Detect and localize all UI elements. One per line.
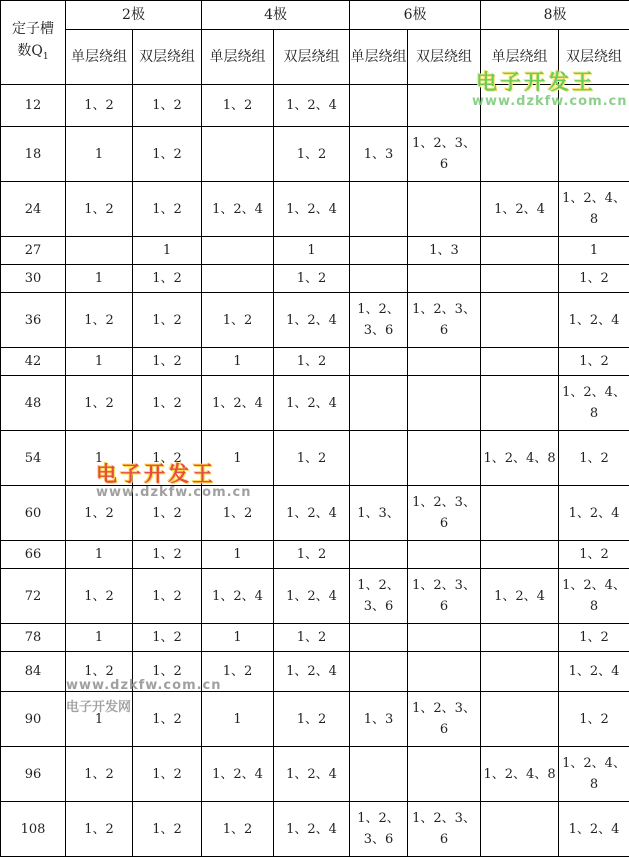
factor-cell xyxy=(202,237,274,265)
winding-type-header: 双层绕组 xyxy=(559,30,629,85)
factor-cell: 1、2、4 xyxy=(202,747,274,802)
table-row xyxy=(1,569,629,624)
factor-cell: 1、2 xyxy=(559,541,629,569)
factor-cell: 1、2 xyxy=(133,182,202,237)
factor-cell xyxy=(481,237,559,265)
table-row xyxy=(1,237,629,265)
table-row xyxy=(1,802,629,857)
table-row xyxy=(1,265,629,293)
factor-cell: 1、2 xyxy=(66,376,133,431)
header-row-winding-types xyxy=(1,30,629,85)
factor-cell: 1、2 xyxy=(66,182,133,237)
factor-cell: 1、2 xyxy=(274,624,350,652)
factor-cell: 1、2 xyxy=(202,85,274,127)
winding-type-header: 双层绕组 xyxy=(274,30,350,85)
factor-cell: 1、2、3、6 xyxy=(408,802,481,857)
slot-count-cell: 18 xyxy=(1,127,66,182)
pole-8-header: 8极 xyxy=(481,1,629,30)
factor-cell xyxy=(408,431,481,486)
factor-cell: 1、2 xyxy=(274,265,350,293)
table-row xyxy=(1,652,629,692)
factor-cell: 1、2、4 xyxy=(274,293,350,348)
factor-cell: 1、2、3、6 xyxy=(350,802,408,857)
table-row xyxy=(1,541,629,569)
factor-cell: 1 xyxy=(66,265,133,293)
factor-cell xyxy=(350,265,408,293)
slot-count-header-subscript: 1 xyxy=(42,51,49,62)
factor-cell: 1、2、4 xyxy=(481,569,559,624)
slot-count-cell: 66 xyxy=(1,541,66,569)
winding-type-header: 单层绕组 xyxy=(202,30,274,85)
factor-cell: 1 xyxy=(202,624,274,652)
factor-cell: 1、2、4 xyxy=(274,652,350,692)
table-row xyxy=(1,486,629,541)
factor-cell xyxy=(481,348,559,376)
factor-cell xyxy=(350,237,408,265)
factor-cell xyxy=(481,486,559,541)
factor-cell: 1、2、3、6 xyxy=(408,569,481,624)
factor-cell: 1 xyxy=(559,237,629,265)
factor-cell: 1 xyxy=(66,692,133,747)
winding-type-header: 单层绕组 xyxy=(350,30,408,85)
slot-count-header-line1: 定子槽 xyxy=(12,20,54,37)
factor-cell: 1、2、4 xyxy=(274,376,350,431)
factor-cell: 1 xyxy=(202,541,274,569)
factor-cell xyxy=(481,293,559,348)
factor-cell: 1、2 xyxy=(133,541,202,569)
factor-cell xyxy=(408,747,481,802)
factor-cell: 1、2 xyxy=(133,486,202,541)
slot-count-cell: 72 xyxy=(1,569,66,624)
factor-cell: 1、2 xyxy=(133,431,202,486)
factor-cell: 1 xyxy=(66,624,133,652)
factor-cell xyxy=(350,348,408,376)
factor-cell: 1、2 xyxy=(202,293,274,348)
factor-cell: 1、2 xyxy=(202,802,274,857)
factor-cell: 1、2、4 xyxy=(202,569,274,624)
winding-type-header: 单层绕组 xyxy=(66,30,133,85)
factor-cell: 1、2 xyxy=(133,376,202,431)
factor-cell: 1、3、 xyxy=(350,486,408,541)
factor-cell: 1、2 xyxy=(66,802,133,857)
factor-cell xyxy=(350,624,408,652)
factor-cell xyxy=(350,747,408,802)
factor-cell xyxy=(202,127,274,182)
factor-cell xyxy=(350,652,408,692)
slot-count-cell: 96 xyxy=(1,747,66,802)
factor-cell: 1、2、3、6 xyxy=(408,293,481,348)
pole-6-header: 6极 xyxy=(350,1,481,30)
factor-cell: 1 xyxy=(133,237,202,265)
factor-cell: 1、2 xyxy=(274,348,350,376)
factor-cell: 1 xyxy=(274,237,350,265)
factor-cell: 1、2、3、6 xyxy=(350,293,408,348)
factor-cell: 1、2、4 xyxy=(559,802,629,857)
factor-cell: 1、2 xyxy=(559,692,629,747)
factor-cell: 1、2 xyxy=(202,652,274,692)
factor-cell: 1、2、4、8 xyxy=(559,569,629,624)
factor-cell xyxy=(481,541,559,569)
table-row xyxy=(1,127,629,182)
pole-4-header: 4极 xyxy=(202,1,350,30)
factor-cell xyxy=(481,265,559,293)
factor-cell: 1、2 xyxy=(559,348,629,376)
factor-cell: 1、2、4 xyxy=(274,486,350,541)
factor-cell: 1、2、3、6 xyxy=(408,486,481,541)
factor-cell: 1 xyxy=(202,431,274,486)
watermark-url-top: www.dzkfw.com.cn xyxy=(472,94,628,109)
factor-cell xyxy=(559,127,629,182)
slot-count-cell: 30 xyxy=(1,265,66,293)
factor-cell: 1、2 xyxy=(133,624,202,652)
slot-count-header xyxy=(1,1,66,85)
factor-cell xyxy=(481,624,559,652)
factor-cell: 1、3 xyxy=(350,127,408,182)
factor-cell xyxy=(202,265,274,293)
watermark-logo-top: 电子开发王 xyxy=(476,70,596,94)
factor-cell: 1、2、4、8 xyxy=(559,376,629,431)
factor-cell xyxy=(481,802,559,857)
watermark-url-bottom: www.dzkfw.com.cn xyxy=(66,678,222,693)
header-row-poles xyxy=(1,1,629,30)
factor-cell xyxy=(408,624,481,652)
factor-cell: 1、2 xyxy=(133,348,202,376)
factor-cell xyxy=(350,182,408,237)
factor-cell: 1、2 xyxy=(559,624,629,652)
factor-cell: 1、2、4 xyxy=(559,652,629,692)
factor-cell: 1、2、3、6 xyxy=(350,569,408,624)
factor-cell: 1、2 xyxy=(274,541,350,569)
factor-cell: 1、2 xyxy=(559,265,629,293)
slot-count-cell: 54 xyxy=(1,431,66,486)
factor-cell: 1、2、4 xyxy=(274,747,350,802)
table-row xyxy=(1,182,629,237)
watermark-url-middle: www.dzkfw.com.cn xyxy=(96,485,252,500)
winding-type-header: 双层绕组 xyxy=(408,30,481,85)
table-row xyxy=(1,376,629,431)
factor-cell: 1、2 xyxy=(133,127,202,182)
factor-cell: 1、2 xyxy=(202,486,274,541)
slot-count-header-line2: 数Q xyxy=(17,42,43,59)
factor-cell: 1 xyxy=(66,348,133,376)
factor-cell: 1、2 xyxy=(66,85,133,127)
factor-cell xyxy=(350,431,408,486)
factor-cell xyxy=(408,541,481,569)
factor-cell xyxy=(559,85,629,127)
factor-cell: 1、2、4、8 xyxy=(481,747,559,802)
factor-cell xyxy=(408,85,481,127)
factor-cell: 1、2、4 xyxy=(274,569,350,624)
slot-count-cell: 27 xyxy=(1,237,66,265)
factor-cell: 1、2 xyxy=(133,85,202,127)
winding-type-header: 单层绕组 xyxy=(481,30,559,85)
factor-cell: 1 xyxy=(66,127,133,182)
factor-cell: 1、2、4 xyxy=(274,85,350,127)
slot-count-cell: 108 xyxy=(1,802,66,857)
slot-count-cell: 90 xyxy=(1,692,66,747)
watermark-logo-middle: 电子开发王 xyxy=(96,462,216,486)
factor-cell: 1、2、4、8 xyxy=(559,182,629,237)
slot-count-cell: 36 xyxy=(1,293,66,348)
table-row xyxy=(1,348,629,376)
table-row xyxy=(1,747,629,802)
factor-cell: 1、2 xyxy=(133,265,202,293)
factor-cell xyxy=(481,127,559,182)
factor-cell: 1、2 xyxy=(133,747,202,802)
factor-cell: 1、2、4 xyxy=(481,182,559,237)
slot-count-cell: 48 xyxy=(1,376,66,431)
slot-count-cell: 60 xyxy=(1,486,66,541)
pole-2-header: 2极 xyxy=(66,1,202,30)
slot-count-cell: 78 xyxy=(1,624,66,652)
factor-cell xyxy=(408,265,481,293)
factor-cell: 1、2、4 xyxy=(274,802,350,857)
factor-cell: 1 xyxy=(66,541,133,569)
slot-count-cell: 84 xyxy=(1,652,66,692)
factor-cell: 1、2 xyxy=(133,652,202,692)
factor-cell xyxy=(408,376,481,431)
factor-cell xyxy=(481,692,559,747)
factor-cell: 1、2 xyxy=(66,293,133,348)
factor-cell: 1 xyxy=(202,692,274,747)
factor-cell: 1、2、4 xyxy=(202,182,274,237)
factor-cell: 1、2 xyxy=(559,431,629,486)
factor-cell xyxy=(350,376,408,431)
slot-count-cell: 42 xyxy=(1,348,66,376)
factor-cell: 1、2 xyxy=(66,747,133,802)
factor-cell: 1、2 xyxy=(274,431,350,486)
factor-cell: 1、2、3、6 xyxy=(408,692,481,747)
factor-cell: 1、2 xyxy=(133,293,202,348)
factor-cell xyxy=(350,85,408,127)
factor-cell: 1、2、4、8 xyxy=(481,431,559,486)
slot-count-cell: 12 xyxy=(1,85,66,127)
table-row xyxy=(1,293,629,348)
factor-cell xyxy=(481,652,559,692)
factor-cell: 1、2、4 xyxy=(274,182,350,237)
factor-cell: 1、2、4、8 xyxy=(559,747,629,802)
factor-cell: 1、2 xyxy=(133,802,202,857)
factor-cell: 1、2 xyxy=(66,569,133,624)
table-row xyxy=(1,692,629,747)
factor-cell xyxy=(481,85,559,127)
slot-count-cell: 24 xyxy=(1,182,66,237)
winding-type-header: 双层绕组 xyxy=(133,30,202,85)
factor-cell: 1、2 xyxy=(274,127,350,182)
factor-cell: 1、2 xyxy=(133,692,202,747)
factor-cell xyxy=(408,348,481,376)
factor-cell: 1、2、4 xyxy=(559,293,629,348)
factor-cell: 1、2 xyxy=(274,692,350,747)
factor-cell xyxy=(408,652,481,692)
factor-cell xyxy=(350,541,408,569)
factor-cell: 1、2 xyxy=(133,569,202,624)
factor-cell: 1、2 xyxy=(66,652,133,692)
table-row xyxy=(1,85,629,127)
factor-cell xyxy=(481,376,559,431)
table-row xyxy=(1,624,629,652)
watermark-site-bottom: 电子开发网 xyxy=(66,700,132,715)
factor-cell: 1、2、4 xyxy=(559,486,629,541)
factor-cell: 1、2、4 xyxy=(202,376,274,431)
factor-cell xyxy=(408,182,481,237)
factor-cell: 1 xyxy=(202,348,274,376)
factor-cell: 1、2、3、6 xyxy=(408,127,481,182)
factor-cell: 1、2 xyxy=(66,486,133,541)
factor-cell: 1、3 xyxy=(408,237,481,265)
table-row xyxy=(1,431,629,486)
factor-cell: 1、3 xyxy=(350,692,408,747)
factor-cell xyxy=(66,237,133,265)
factor-cell: 1 xyxy=(66,431,133,486)
